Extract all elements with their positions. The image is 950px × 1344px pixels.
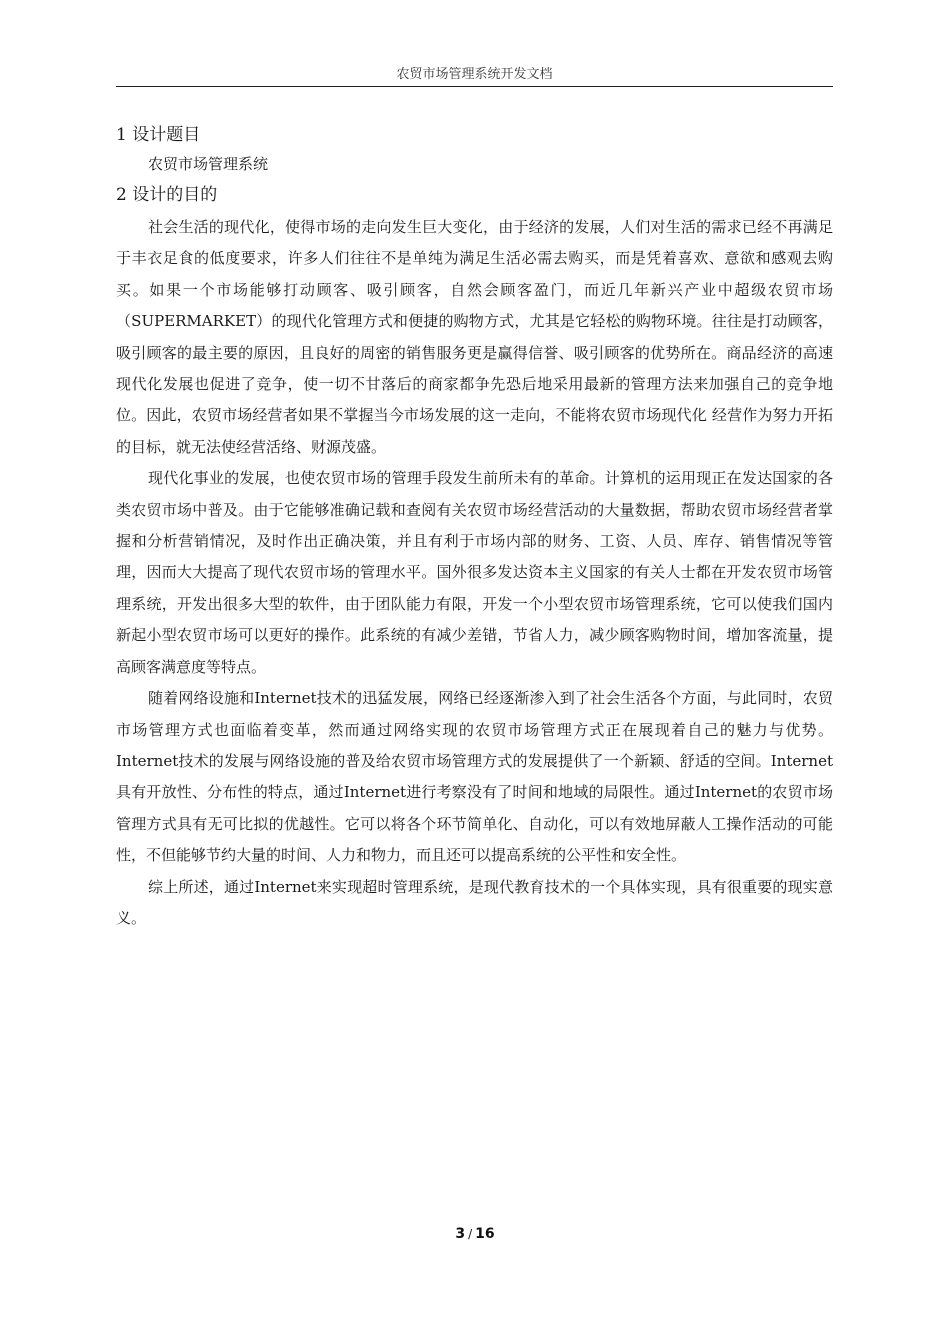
current-page: 3 <box>455 1226 466 1242</box>
design-topic-text: 农贸市场管理系统 <box>148 155 269 173</box>
paragraph-1: 社会生活的现代化，使得市场的走向发生巨大变化，由于经济的发展，人们对生活的需求已经不再满足于丰衣足食的低度要求，许多人们往往不是单纯为满足生活必需去购买，而是凭着喜欢、意欲和感观去购买。如果一个市场能够打动顾客、吸引顾客，自然会顾客盈门，而近几年新兴产业中超级农贸市场（SUPERMARKET）的现代化管理方式和便捷的购物方式，尤其是它轻松的购物环境。往往是打动顾客，吸引顾客的最主要的原因，且良好的周密的销售服务更是赢得信誉、吸引顾客的优势所在。商品经济的高速现代化发展也促进了竞争，使一切不甘落后的商家都争先恐后地采用最新的管理方法来加强自己的竞争地位。因此，农贸市场经营者如果不掌握当今市场发展的这一走向，不能将农贸市场现代化 经营作为努力开拓的目标，就无法使经营活络、财源茂盛。 <box>116 218 833 456</box>
section-heading-2: 2 设计的目的 <box>116 185 218 205</box>
paragraph-3: 随着网络设施和Internet技术的迅猛发展，网络已经逐渐渗入到了社会生活各个方面，与此同时，农贸市场管理方式也面临着变革，然而通过网络实现的农贸市场管理方式正在展现着自己的魅力与优势。 Internet技术的发展与网络设施的普及给农贸市场管理方式的发展提供了一个新颖、舒适的空间。Internet具有开放性、分布性的特点，通过Internet进行考察没有了时间和地域的局限性。通过Internet的农贸市场管理方式具有无可比拟的优越性。它可以将各个环节简单化、自动化，可以有效地屏蔽人工操作活动的可能性，不但能够节约大量的时间、人力和物力，而且还可以提高系统的公平性和安全性。 <box>116 689 833 865</box>
total-pages: 16 <box>475 1226 495 1242</box>
page-header <box>116 66 833 87</box>
section-heading-1: 1 设计题目 <box>116 125 201 145</box>
paragraph-4: 综上所述，通过Internet来实现超时管理系统，是现代教育技术的一个具体实现，具有很重要的现实意义。 <box>116 877 833 927</box>
header-title: 农贸市场管理系统开发文档 <box>396 67 553 82</box>
page-number <box>0 1226 950 1242</box>
page-separator: / <box>468 1227 473 1241</box>
document-body <box>116 122 833 934</box>
paragraph-2: 现代化事业的发展，也使农贸市场的管理手段发生前所未有的革命。计算机的运用现正在发达国家的各类农贸市场中普及。由于它能够准确记载和查阅有关农贸市场经营活动的大量数据，帮助农贸市场经营者掌握和分析营销情况，及时作出正确决策，并且有利于市场内部的财务、工资、人员、库存、销售情况等管理，因而大大提高了现代农贸市场的管理水平。国外很多发达资本主义国家的有关人士都在开发农贸市场管理系统，开发出很多大型的软件，由于团队能力有限，开发一个小型农贸市场管理系统，它可以使我们国内新起小型农贸市场可以更好的操作。此系统的有减少差错，节省人力，减少顾客购物时间，增加客流量，提高顾客满意度等特点。 <box>116 469 833 676</box>
